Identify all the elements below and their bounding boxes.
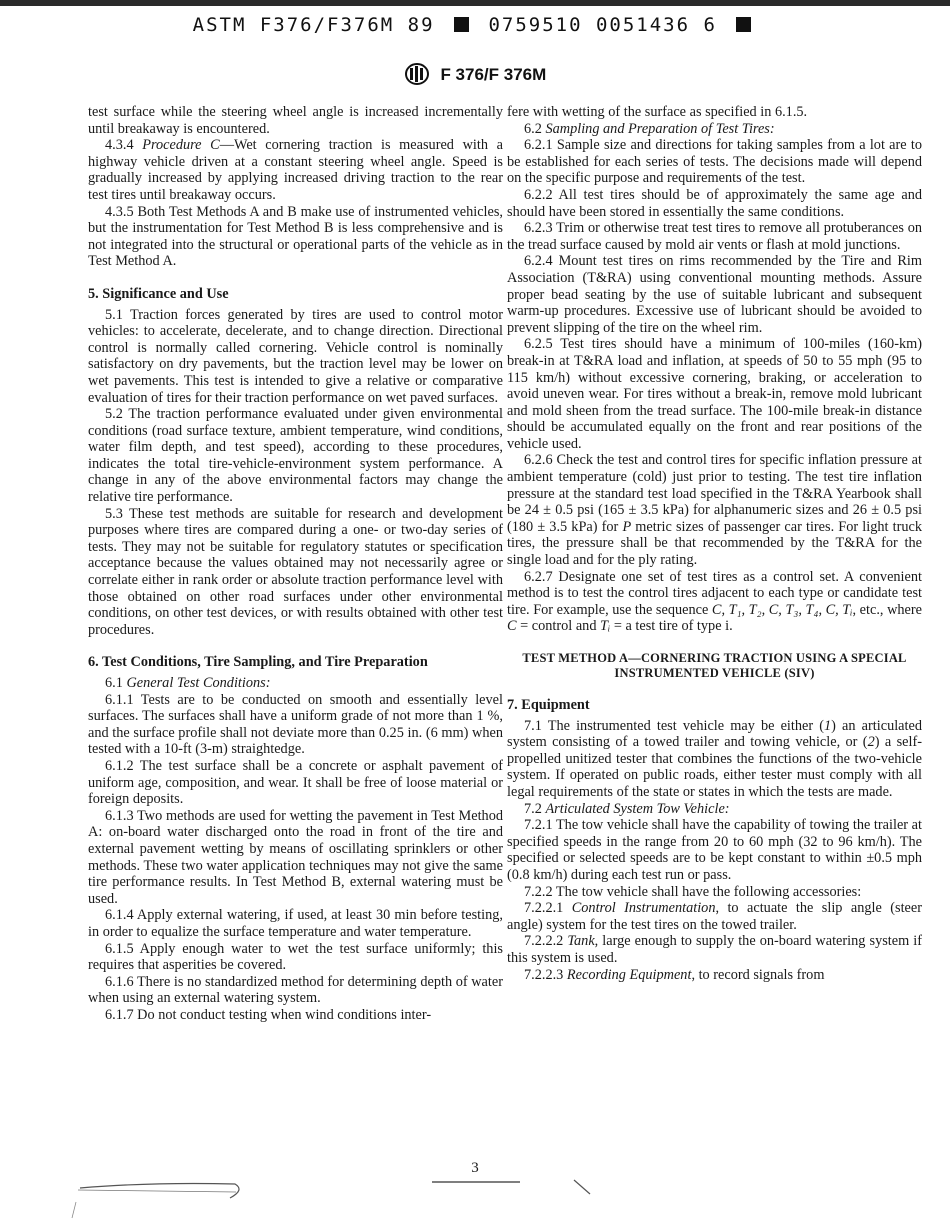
paragraph-7-2-2-3: 7.2.2.3 Recording Equipment, to record signals from: [524, 966, 825, 983]
paragraph-7-1: 7.1 The instrumented test vehicle may be either (1) an articulated system consisting of a towed trailer and towing vehicle, or (2) a self-propelled unitized tester that combines the functions of the two-vehicle system. If operated on public roads, either tester must comply with all legal requirements of the state or states in which the tests are made.: [507, 717, 922, 800]
section-heading-6: 6. Test Conditions, Tire Sampling, and Tire Preparation: [88, 654, 428, 671]
astm-logo-icon: [404, 63, 430, 85]
paragraph: test surface while the steering wheel angle is increased incrementally until breakaway is encountered.: [88, 104, 503, 137]
paragraph-7-2-2-1: 7.2.2.1 Control Instrumentation, to actuate the slip angle (steer angle) system for the test tires on the towed trailer.: [507, 900, 923, 933]
paragraph-6-2-3: 6.2.3 Trim or otherwise treat test tires to remove all protuberances on the tread surface caused by mold air vents or flash at mold junctions.: [507, 220, 922, 253]
paragraph-6-2-5: 6.2.5 Test tires should have a minimum of 100-miles (160-km) break-in at T&RA load and inflation, at speeds of 50 to 55 mph (95 to 115 km/h) without excessive cornering, braking, or acceleration to avoid uneven wear. For tires without a break-in, remove mold lubricant and mold sheen from the tread surface. The 100-mile break-in distance should be accumulated equally on the front and rear positions of the vehicle used.: [507, 336, 922, 452]
paragraph-6-1-7: 6.1.7 Do not conduct testing when wind conditions inter-: [105, 1006, 432, 1023]
paragraph-6-2: 6.2 Sampling and Preparation of Test Tires:: [524, 120, 775, 137]
black-block-mark: [454, 17, 469, 32]
top-rule: [0, 0, 950, 6]
page-number: 3: [471, 1160, 479, 1176]
paragraph-7-2-2: 7.2.2 The tow vehicle shall have the following accessories:: [524, 883, 862, 900]
paragraph-6-1-4: 6.1.4 Apply external watering, if used, at least 30 min before testing, in order to equalize the surface temperature and water temperature.: [88, 907, 503, 940]
designation-header: [0, 63, 950, 85]
paragraph-6-2-2: 6.2.2 All test tires should be of approximately the same age and should have been stored in essentially the same conditions.: [507, 186, 922, 220]
designation-text: F 376/F 376M: [440, 65, 547, 84]
paragraph-4-3-4: 4.3.4 Procedure C—Wet cornering traction is measured with a highway vehicle driven at a constant steering wheel angle. Speed is gradually increased by applying increased driving traction to the rear test tires until breakaway occurs.: [88, 137, 503, 203]
paragraph-7-2: 7.2 Articulated System Tow Vehicle:: [524, 800, 730, 817]
paragraph-6-1-3: 6.1.3 Two methods are used for wetting the pavement in Test Method A: on-board water discharged onto the road in front of the tire and external pavement wetting by means of oscillating sprinklers or other methods. These two water application techniques may not give the same tire performance results. In Test Method B, external watering must be used.: [88, 807, 503, 907]
paragraph-5-1: 5.1 Traction forces generated by tires are used to control motor vehicles: to accelerate, decelerate, and to change direction. Directional control is normally called cornering. Vehicle control is nominally satisfactory on dry pavements, but the traction level may be lower on wet pavements. This test is intended to give a relative or comparative evaluation of tires for their traction performance on wet paved surfaces.: [88, 306, 503, 406]
header-code-b: 0759510 0051436 6: [488, 14, 717, 36]
paragraph-6-1: 6.1 General Test Conditions:: [105, 675, 271, 691]
header-code-a: ASTM F376/F376M 89: [192, 14, 435, 36]
scan-artifact-lines: [0, 1168, 950, 1220]
section-heading-5: 5. Significance and Use: [88, 285, 229, 302]
paragraph-6-2-7: 6.2.7 Designate one set of test tires as a control set. A convenient method is to test the control tires adjacent to each type or candidate test tire. For example, use the sequence C, T₁, T₂, C, T₃, T₄, C, Tᵢ, etc., where C = control and Tᵢ = a test tire of type i.: [507, 568, 922, 635]
right-column: [507, 104, 922, 983]
black-block-mark: [736, 17, 751, 32]
paragraph-6-2-6: 6.2.6 Check the test and control tires for specific inflation pressure at ambient temperature (cold) just prior to testing. The test tire inflation pressure at the standard test load specified in the T&RA Yearbook shall be 24 ± 0.5 psi (165 ± 3.5 kPa) for alphanumeric sizes and 26 ± 0.5 psi (180 ± 3.5 kPa) for P metric sizes of passenger car tires. For light truck tires, the pressure shall be that recommended by the T&RA for the single load and for the ply rating.: [507, 452, 922, 569]
paragraph-6-2-1: 6.2.1 Sample size and directions for taking samples from a lot are to be established for each series of tests. The decisions made will depend on the specific purpose and requirements of the test.: [507, 137, 922, 187]
paragraph-5-2: 5.2 The traction performance evaluated under given environmental conditions (road surface texture, ambient temperature, wind conditions, water film depth, and test speed), according to these procedures, indicates the total tire-vehicle-environment system performance. A change in any of the above environmental factors may change the relative tire performance.: [88, 406, 503, 506]
paragraph-6-1-6: 6.1.6 There is no standardized method for determining depth of water when using an external watering system.: [88, 973, 503, 1007]
paragraph-6-1-1: 6.1.1 Tests are to be conducted on smooth and essentially level surfaces. The surfaces shall have a uniform grade of not more than 1 %, and the surface profile shall not deviate more than 0.25 in. (6 mm) when tested with a 10-ft (3-m) straightedge.: [88, 691, 503, 758]
paragraph-6-2-4: 6.2.4 Mount test tires on rims recommended by the Tire and Rim Association (T&RA) using conventional mounting methods. Assure proper bead seating by the use of suitable lubricant and subsequent warm-up procedures. Excessive use of lubricant should be avoided to prevent slipping of the tire on the wheel rim.: [507, 253, 922, 336]
paragraph-4-3-5: 4.3.5 Both Test Methods A and B make use of instrumented vehicles, but the instrumentation for Test Method B is less comprehensive and is not integrated into the structural or operational parts of the vehicle as in Test Method A.: [88, 203, 503, 270]
paragraph-7-2-1: 7.2.1 The tow vehicle shall have the capability of towing the trailer at specified speeds in the range from 20 to 60 mph (32 to 96 km/h). The specified or selected speeds are to be kept constant to within ±0.5 mph (0.8 km/h) during each test run or pass.: [507, 817, 922, 883]
paragraph-5-3: 5.3 These test methods are suitable for research and development purposes where tires are compared during a one- or two-day series of tests. They may not be suitable for regulatory statutes or specification acceptance because the values obtained may not necessarily agree or correlate either in rank order or absolute traction performance level with those obtained on other road surfaces under other environmental conditions, on other test devices, or with results obtained with other test procedures.: [88, 505, 503, 638]
test-method-a-title: TEST METHOD A—CORNERING TRACTION USING A SPECIAL INSTRUMENTED VEHICLE (SIV): [522, 651, 907, 680]
left-column: [88, 104, 503, 1023]
section-heading-7: 7. Equipment: [507, 697, 590, 713]
paragraph: fere with wetting of the surface as specified in 6.1.5.: [507, 104, 808, 120]
document-code-header: [0, 14, 950, 36]
paragraph-6-1-2: 6.1.2 The test surface shall be a concrete or asphalt pavement of uniform age, composition, and wear. It shall be free of loose material or foreign deposits.: [88, 757, 503, 808]
paragraph-7-2-2-2: 7.2.2.2 Tank, large enough to supply the on-board watering system if this system is used.: [507, 933, 923, 966]
paragraph-6-1-5: 6.1.5 Apply enough water to wet the test surface uniformly; this requires that asperities be covered.: [88, 940, 503, 974]
